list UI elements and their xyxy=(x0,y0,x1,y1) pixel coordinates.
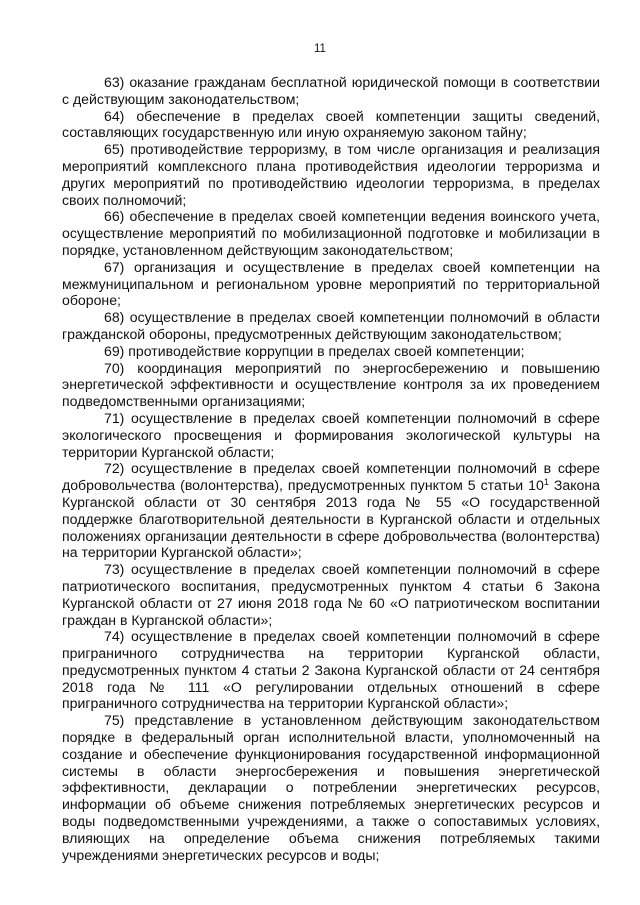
page-number: 11 xyxy=(314,43,326,55)
item-text: 65) противодействие терроризму, в том числе организация и реализация мероприятий комплексного плана противодействия идеологии терроризма и других мероприятий по противодействию идеологии терроризма, в пределах своих полномочий; xyxy=(62,141,600,208)
list-item xyxy=(62,712,600,863)
item-text: 63) оказание гражданам бесплатной юридической помощи в соответствии с действующим законодательством; xyxy=(62,74,600,107)
list-item xyxy=(62,74,600,108)
item-text: 71) осуществление в пределах своей компетенции полномочий в сфере экологического просвещения и формирования экологической культуры на территории Курганской области; xyxy=(62,409,600,460)
list-item xyxy=(62,108,600,142)
list-item xyxy=(62,561,600,628)
item-text: 73) осуществление в пределах своей компетенции полномочий в сфере патриотического воспитания, предусмотренных пунктом 4 статьи 6 Закона Курганской области от 27 июня 2018 года № 60 «О патриотическом воспитании граждан в Курганской области»; xyxy=(62,561,600,628)
item-text: 74) осуществление в пределах своей компетенции полномочий в сфере приграничного сотрудничества на территории Курганской области, предусмотренных пунктом 4 статьи 2 Закона Курганской области от 24 сентября 2018 года № 111 «О регулировании отдельных отношений в сфере приграничного сотрудничества на территории Курганской области»; xyxy=(62,628,600,712)
item-text: 68) осуществление в пределах своей компетенции полномочий в области гражданской обороны, предусмотренных действующим законодательством; xyxy=(62,309,600,342)
item-text: 75) представление в установленном действующим законодательством порядке в федеральный орган исполнительной власти, уполномоченный на создание и обеспечение функционирования государственной информационной системы в области энергосбережения и повышения энергетической эффективности, декларации о потреблении энергетических ресурсов, информации об объеме снижения потребляемых энергетических ресурсов и воды подведомственными учреждениями, а также о сопоставимых условиях, влияющих на определение объема снижения потребляемых такими учреждениями энергетических ресурсов и воды; xyxy=(62,712,600,863)
list-item xyxy=(62,141,600,208)
item-text: 69) противодействие коррупции в пределах своей компетенции; xyxy=(104,342,525,359)
list-item xyxy=(62,628,600,712)
item-text: Закона Курганской области от 30 сентября 2013 года № 55 «О государственной поддержке благотворительной деятельности в Курганской области и отдельных положениях организации деятельности в сфере добровольчества (волонтерства) на территории Курганской области»; xyxy=(62,477,600,561)
item-text: 72) осуществление в пределах своей компетенции полномочий в сфере добровольчества (волонтерства), предусмотренных пунктом 5 статьи 10 xyxy=(62,460,600,494)
list-item xyxy=(62,460,600,561)
list-item xyxy=(62,410,600,460)
list-item xyxy=(62,343,600,360)
item-text: 64) обеспечение в пределах своей компетенции защиты сведений, составляющих государственную или иную охраняемую законом тайну; xyxy=(62,107,600,141)
list-item xyxy=(62,208,600,258)
list-item xyxy=(62,259,600,309)
item-text: 70) координация мероприятий по энергосбережению и повышению энергетической эффективности и осуществление контроля за их проведением подведомственными организациями; xyxy=(62,359,600,410)
list-item xyxy=(62,360,600,410)
document-body xyxy=(62,74,600,863)
list-item xyxy=(62,309,600,343)
item-text: 67) организация и осуществление в пределах своей компетенции на межмуниципальном и региональном уровне мероприятий по территориальной обороне; xyxy=(62,258,600,309)
item-text: 66) обеспечение в пределах своей компетенции ведения воинского учета, осуществление мероприятий по мобилизационной подготовке и мобилизации в порядке, установленном действующим законодательством; xyxy=(62,208,600,258)
superscript: 1 xyxy=(543,477,549,488)
